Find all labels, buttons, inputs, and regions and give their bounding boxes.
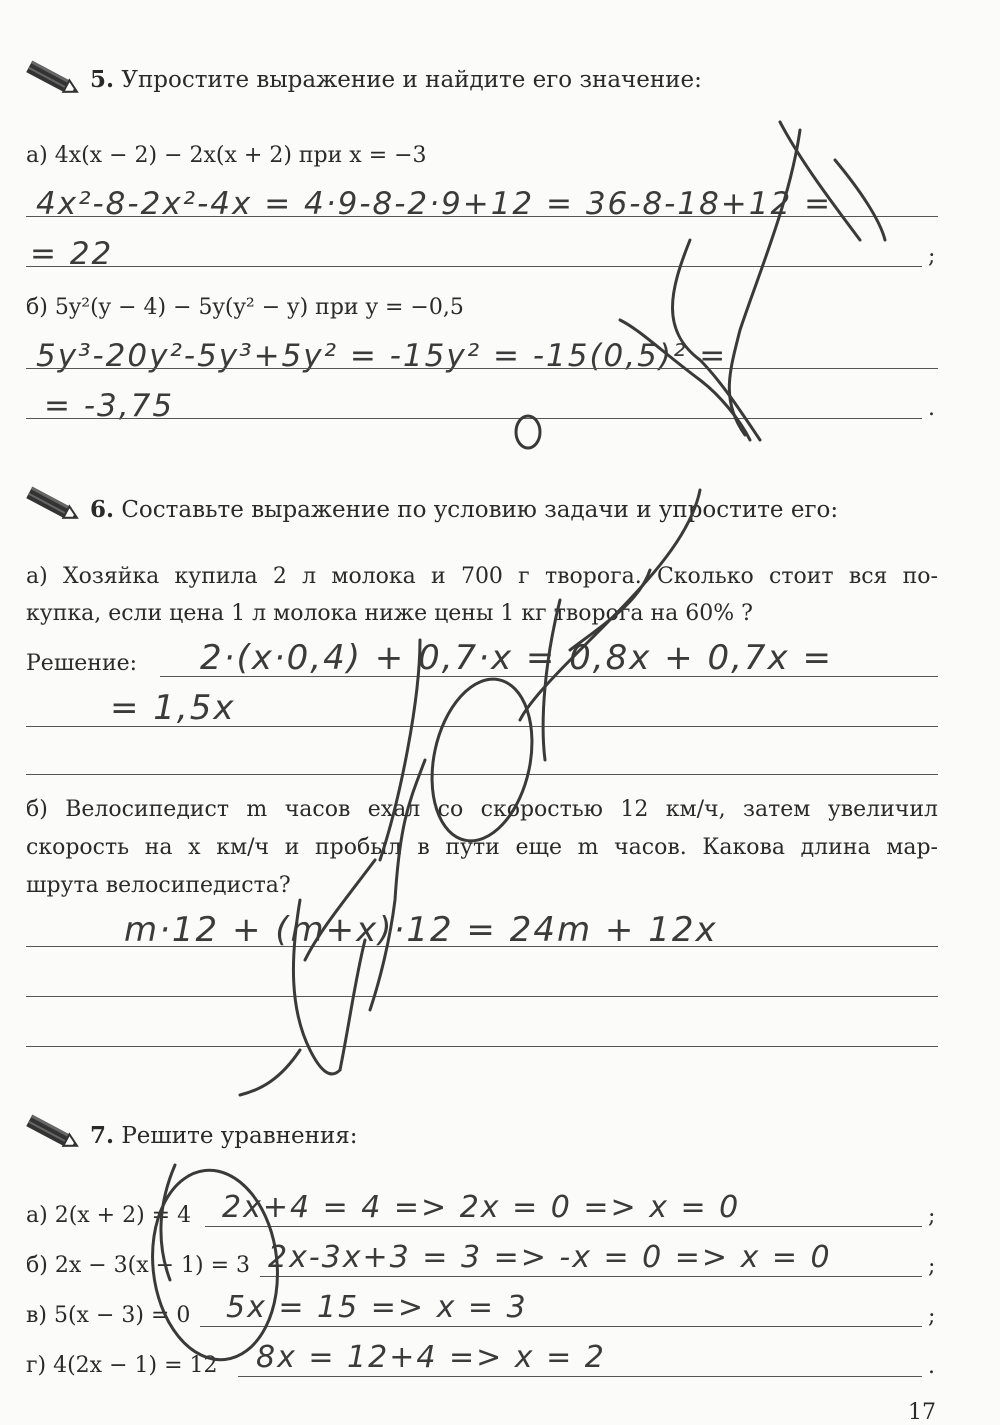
task6b-prompt-line2: скорость на x км/ч и пробыл в пути еще m часов. Какова длина мар- (26, 835, 938, 860)
task7-item-prompt: а) 2(x + 2) = 4 (26, 1203, 192, 1228)
task7-item-answer: 2x-3x+3 = 3 => -x = 0 => x = 0 (268, 1240, 832, 1275)
task6-text: Составьте выражение по условию задачи и упростите его: (121, 497, 839, 523)
task5b-answer-line1: 5y³-20y²-5y³+5y² = -15y² = -15(0,5)² = (36, 338, 728, 374)
task7-text: Решите уравнения: (121, 1123, 358, 1149)
task6-number: 6. (90, 496, 115, 523)
task7-item-end: . (928, 1354, 935, 1379)
task6a-answer-line2: = 1,5x (110, 688, 236, 728)
page-number: 17 (908, 1400, 936, 1425)
task7-item-prompt: в) 5(x − 3) = 0 (26, 1303, 191, 1328)
task7-item-end: ; (928, 1204, 936, 1229)
task5b-answer-line2: = -3,75 (44, 388, 175, 424)
task6a-prompt-line2: купка, если цена 1 л молока ниже цены 1 кг творога на 60% ? (26, 601, 753, 626)
task6a-solution-label: Решение: (26, 651, 138, 676)
task5-number: 5. (90, 66, 115, 93)
task7-item-answer: 5x = 15 => x = 3 (226, 1290, 528, 1325)
task7-item-answer: 8x = 12+4 => x = 2 (256, 1340, 606, 1375)
task6b-answer-line1: m·12 + (m+x)·12 = 24m + 12x (124, 910, 718, 950)
task7-item-prompt: г) 4(2x − 1) = 12 (26, 1353, 218, 1378)
task6b-prompt-line3: шрута велосипедиста? (26, 873, 291, 898)
task7-item-prompt: б) 2x − 3(x − 1) = 3 (26, 1253, 251, 1278)
task6b-prompt-line1: б) Велосипедист m часов ехал со скоростью 12 км/ч, затем увеличил (26, 797, 938, 822)
task5a-end: ; (928, 244, 936, 269)
task7-item-answer: 2x+4 = 4 => 2x = 0 => x = 0 (222, 1190, 741, 1225)
task5a-answer-line1: 4x²-8-2x²-4x = 4·9-8-2·9+12 = 36-8-18+12 = (36, 186, 833, 222)
task5-text: Упростите выражение и найдите его значение: (121, 67, 702, 93)
task6a-answer-line1: 2·(x·0,4) + 0,7·x = 0,8x + 0,7x = (200, 638, 833, 678)
task5b-end: . (928, 396, 935, 421)
task5b-prompt: б) 5y²(y − 4) − 5y(y² − y) при y = −0,5 (26, 295, 464, 320)
task5a-prompt: а) 4x(x − 2) − 2x(x + 2) при x = −3 (26, 143, 427, 168)
task7-number: 7. (90, 1122, 115, 1149)
task5a-answer-line2: = 22 (30, 236, 114, 272)
task7-item-end: ; (928, 1304, 936, 1329)
task6a-prompt-line1: а) Хозяйка купила 2 л молока и 700 г творога. Сколько стоит вся по- (26, 564, 938, 589)
task7-item-end: ; (928, 1254, 936, 1279)
